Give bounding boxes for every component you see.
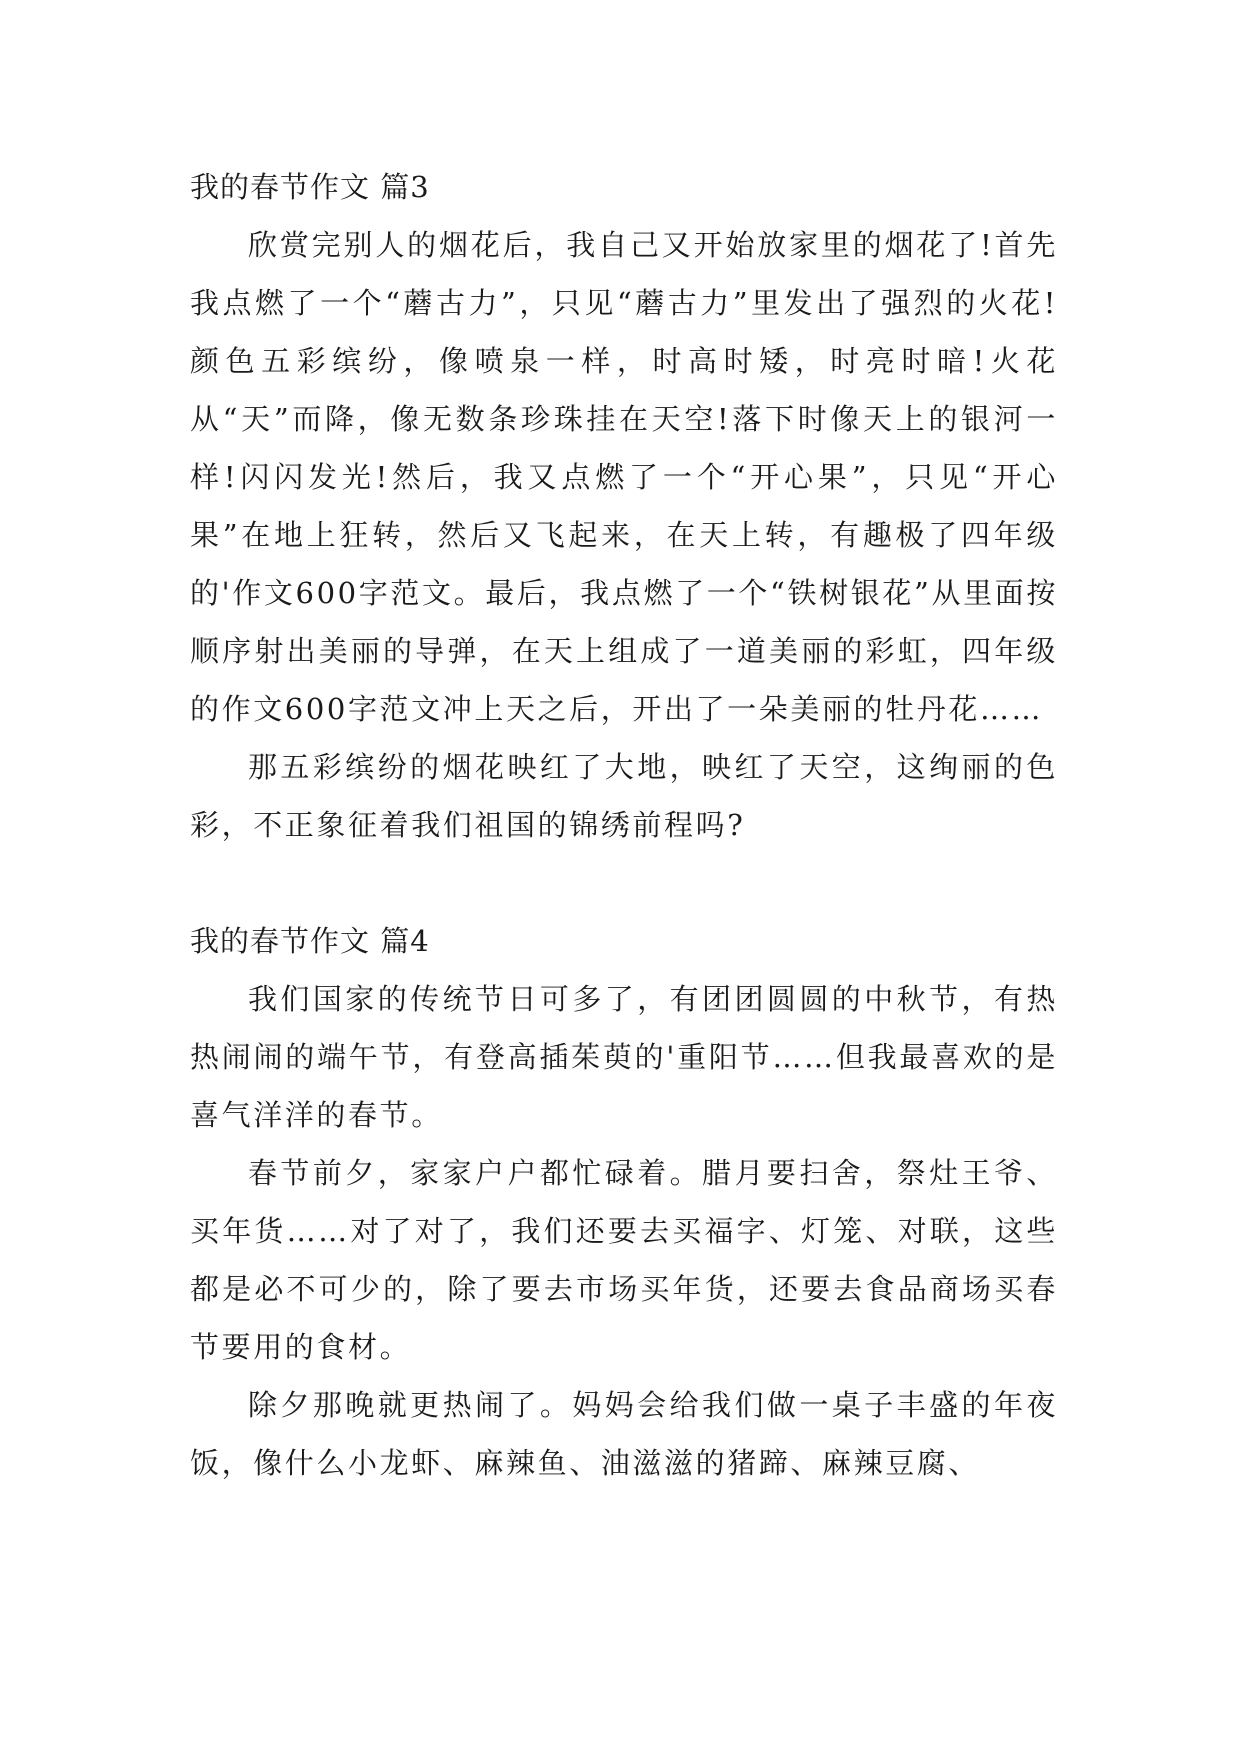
essay-section-4 [190, 912, 1058, 1492]
paragraph: 我们国家的传统节日可多了，有团团圆圆的中秋节，有热热闹闹的端午节，有登高插茱萸的'重阳节……但我最喜欢的是喜气洋洋的春节。 [190, 982, 1058, 1132]
paragraph: 除夕那晚就更热闹了。妈妈会给我们做一桌子丰盛的年夜饭，像什么小龙虾、麻辣鱼、油滋滋的猪蹄、麻辣豆腐、 [190, 1388, 1058, 1480]
section-heading: 我的春节作文 篇3 [190, 170, 430, 204]
section-spacer [190, 854, 1058, 912]
section-heading: 我的春节作文 篇4 [190, 924, 430, 958]
paragraph: 春节前夕，家家户户都忙碌着。腊月要扫舍，祭灶王爷、买年货……对了对了，我们还要去买福字、灯笼、对联，这些都是必不可少的，除了要去市场买年货，还要去食品商场买春节要用的食材。 [190, 1156, 1058, 1364]
paragraph: 欣赏完别人的烟花后，我自己又开始放家里的烟花了!首先我点燃了一个“蘑古力”，只见“蘑古力”里发出了强烈的火花!颜色五彩缤纷，像喷泉一样，时高时矮，时亮时暗!火花从“天”而降，像无数条珍珠挂在天空!落下时像天上的银河一样!闪闪发光!然后，我又点燃了一个“开心果”，只见“开心果”在地上狂转，然后又飞起来，在天上转，有趣极了四年级的'作文600字范文。最后，我点燃了一个“铁树银花”从里面按顺序射出美丽的导弹，在天上组成了一道美丽的彩虹，四年级的作文600字范文冲上天之后，开出了一朵美丽的牡丹花…… [190, 228, 1058, 726]
document-body [190, 158, 1058, 1492]
essay-section-3 [190, 158, 1058, 854]
paragraph: 那五彩缤纷的烟花映红了大地，映红了天空，这绚丽的色彩，不正象征着我们祖国的锦绣前程吗? [190, 750, 1058, 842]
